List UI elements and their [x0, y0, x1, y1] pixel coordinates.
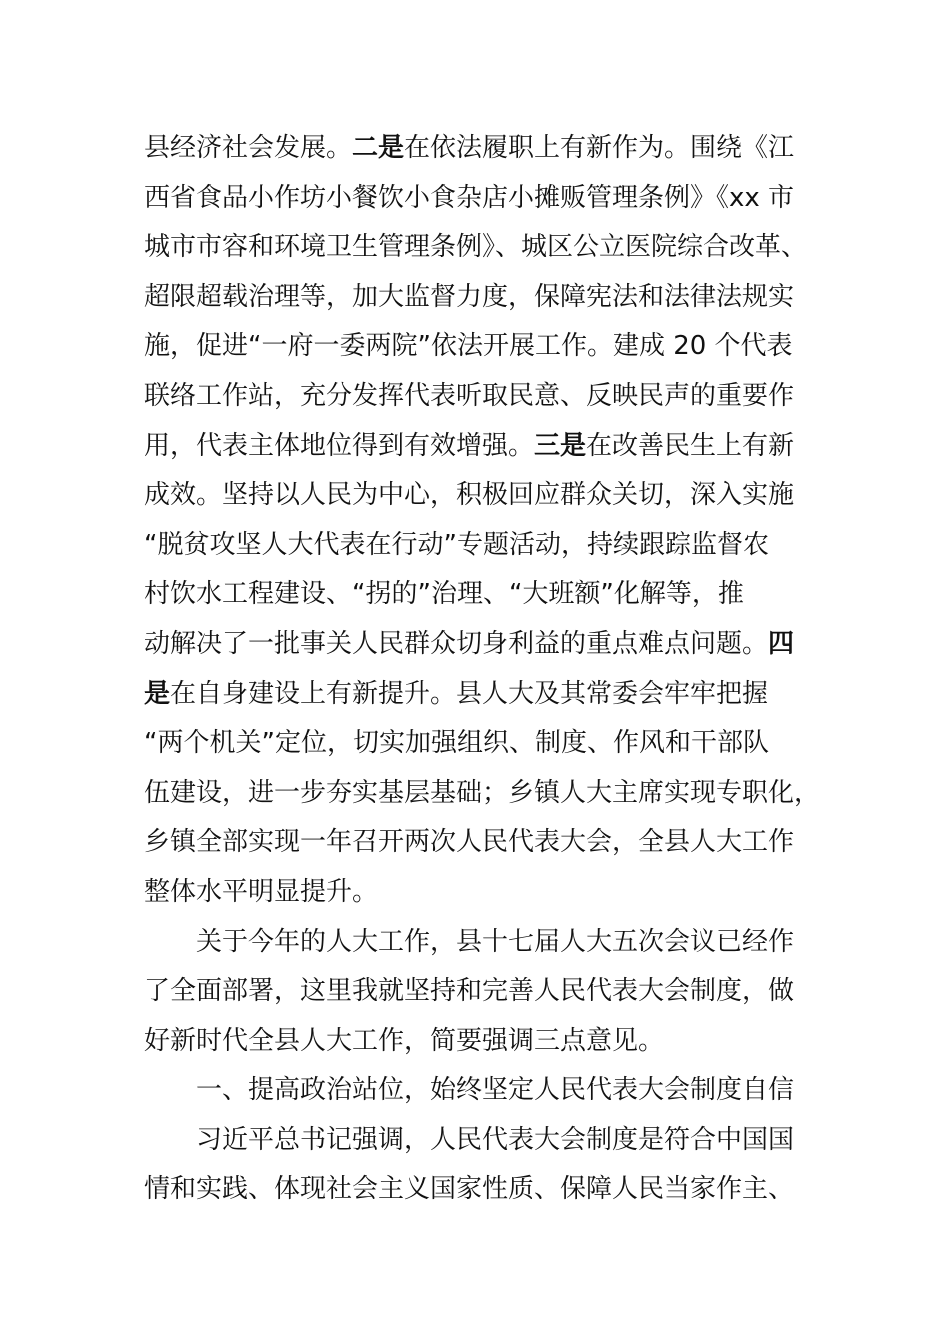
text-line: 西省食品小作坊小餐饮小食杂店小摊贩管理条例》《xx 市	[144, 182, 795, 213]
bold-run: 三是	[534, 430, 587, 461]
text-line: 关于今年的人大工作，县十七届人大五次会议已经作	[196, 926, 795, 957]
text-line: 施，促进“一府一委两院”依法开展工作。建成 20 个代表	[144, 331, 793, 362]
document-page	[144, 124, 821, 1215]
text-line	[144, 620, 814, 670]
section-heading: 一、提高政治站位，始终坚定人民代表大会制度自信	[196, 1075, 795, 1106]
text-line	[144, 670, 814, 720]
text-run: 在依法履职上有新作为。围绕《江	[404, 133, 795, 163]
text-line: 伍建设，进一步夯实基层基础；乡镇人大主席实现专职化，	[144, 777, 821, 808]
text-line	[144, 124, 814, 174]
text-line: 城市市容和环境卫生管理条例》、城区公立医院综合改革、	[144, 232, 808, 263]
text-line: 成效。坚持以人民为中心，积极回应群众关切，深入实施	[144, 480, 795, 511]
text-line	[144, 422, 814, 472]
bold-run: 是	[144, 678, 171, 709]
text-run: 在自身建设上有新提升。县人大及其常委会牢牢把握	[170, 678, 769, 709]
text-line: 超限超载治理等，加大监督力度，保障宪法和法律法规实	[144, 281, 795, 312]
text-run: 动解决了一批事关人民群众切身利益的重点难点问题。	[144, 628, 769, 659]
text-line: 乡镇全部实现一年召开两次人民代表大会，全县人大工作	[144, 827, 795, 858]
text-line: 情和实践、体现社会主义国家性质、保障人民当家作主、	[144, 1174, 795, 1205]
text-line: “两个机关”定位，切实加强组织、制度、作风和干部队	[144, 728, 769, 759]
text-line: 整体水平明显提升。	[144, 876, 379, 907]
paragraph-this-year	[144, 918, 814, 1067]
text-run: 用，代表主体地位得到有效增强。	[144, 430, 535, 461]
text-line: 村饮水工程建设、“拐的”治理、“大班额”化解等，推	[144, 579, 744, 610]
paragraph-achievements	[144, 124, 821, 918]
text-run: 县经济社会发展。	[144, 133, 353, 163]
text-line: “脱贫攻坚人大代表在行动”专题活动，持续跟踪监督农	[144, 529, 769, 560]
text-line: 联络工作站，充分发挥代表听取民意、反映民声的重要作	[144, 380, 795, 411]
text-run: 在改善民生上有新	[586, 430, 795, 461]
bold-run: 二是	[352, 133, 405, 163]
text-line: 习近平总书记强调，人民代表大会制度是符合中国国	[196, 1124, 795, 1155]
text-line: 好新时代全县人大工作，简要强调三点意见。	[144, 1025, 665, 1056]
bold-run: 四	[768, 628, 795, 659]
paragraph-quote	[144, 1116, 814, 1215]
text-line: 了全面部署，这里我就坚持和完善人民代表大会制度，做	[144, 976, 795, 1007]
